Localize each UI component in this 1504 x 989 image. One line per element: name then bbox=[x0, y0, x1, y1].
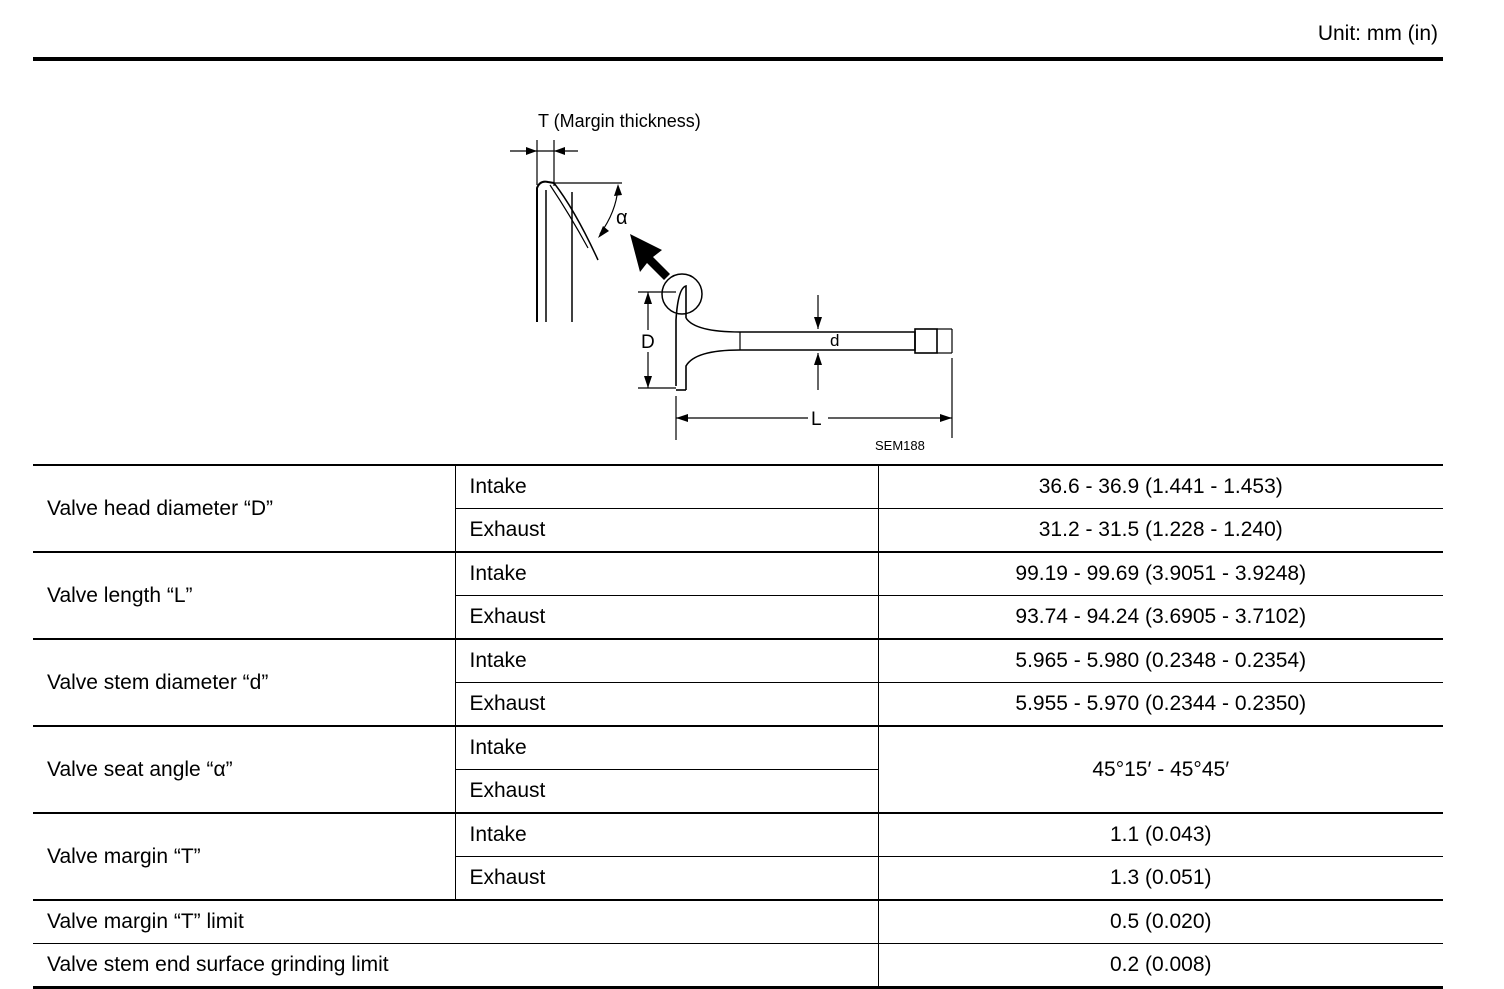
spec-item: Valve stem end surface grinding limit bbox=[33, 944, 878, 988]
spec-value: 5.955 - 5.970 (0.2344 - 0.2350) bbox=[878, 683, 1443, 727]
unit-label: Unit: mm (in) bbox=[1317, 22, 1438, 45]
spec-sub-label: Intake bbox=[455, 465, 878, 509]
table-row bbox=[33, 813, 1443, 857]
spec-sub-label: Intake bbox=[455, 552, 878, 596]
table-row bbox=[33, 944, 1443, 988]
spec-value: 1.3 (0.051) bbox=[878, 857, 1443, 901]
table-row bbox=[33, 900, 1443, 944]
seat-face-line bbox=[554, 183, 598, 260]
spec-value: 99.19 - 99.69 (3.9051 - 3.9248) bbox=[878, 552, 1443, 596]
valve-diagram bbox=[490, 100, 990, 460]
spec-value: 31.2 - 31.5 (1.228 - 1.240) bbox=[878, 509, 1443, 553]
table-row bbox=[33, 465, 1443, 509]
valve-head-fillet bbox=[686, 318, 915, 390]
l-label: L bbox=[811, 409, 822, 430]
valve-spec-table bbox=[33, 464, 1443, 989]
table-row bbox=[33, 726, 1443, 770]
spec-sub-label: Exhaust bbox=[455, 857, 878, 901]
detail-circle bbox=[662, 274, 702, 314]
spec-sub-label: Exhaust bbox=[455, 770, 878, 814]
spec-item: Valve margin “T” limit bbox=[33, 900, 878, 944]
spec-value: 0.5 (0.020) bbox=[878, 900, 1443, 944]
spec-sub-label: Intake bbox=[455, 726, 878, 770]
spec-sub-label: Exhaust bbox=[455, 509, 878, 553]
detail-pointer-arrow bbox=[630, 234, 670, 280]
d-upper-arrow-bottom bbox=[644, 376, 652, 388]
valve-diagram-svg bbox=[490, 100, 990, 460]
spec-item: Valve head diameter “D” bbox=[33, 465, 455, 552]
l-arrow-right bbox=[940, 414, 952, 422]
d-lower-label: d bbox=[830, 331, 840, 350]
spec-sub-label: Intake bbox=[455, 639, 878, 683]
t-arrow-left bbox=[526, 147, 537, 155]
spec-sub-label: Intake bbox=[455, 813, 878, 857]
seat-face-line-2 bbox=[550, 185, 588, 248]
stem-end bbox=[915, 329, 937, 353]
spec-item: Valve seat angle “α” bbox=[33, 726, 455, 813]
spec-item: Valve stem diameter “d” bbox=[33, 639, 455, 726]
alpha-arrow-bottom bbox=[598, 226, 609, 238]
d-lower-arrow-bottom bbox=[814, 353, 822, 365]
t-arrow-right bbox=[554, 147, 565, 155]
table-row bbox=[33, 639, 1443, 683]
d-upper-label: D bbox=[641, 332, 655, 353]
d-upper-arrow-top bbox=[644, 292, 652, 304]
margin-thickness-label: T (Margin thickness) bbox=[538, 111, 701, 131]
alpha-label: α bbox=[616, 207, 628, 229]
spec-value: 5.965 - 5.980 (0.2348 - 0.2354) bbox=[878, 639, 1443, 683]
spec-value: 45°15′ - 45°45′ bbox=[878, 726, 1443, 813]
d-lower-arrow-top bbox=[814, 317, 822, 329]
spec-value: 36.6 - 36.9 (1.441 - 1.453) bbox=[878, 465, 1443, 509]
spec-item: Valve margin “T” bbox=[33, 813, 455, 900]
spec-sub-label: Exhaust bbox=[455, 596, 878, 640]
spec-value: 0.2 (0.008) bbox=[878, 944, 1443, 988]
figure-code: SEM188 bbox=[875, 438, 925, 453]
alpha-arrow-top bbox=[614, 184, 622, 196]
spec-sub-label: Exhaust bbox=[455, 683, 878, 727]
table-row bbox=[33, 552, 1443, 596]
valve-head-left bbox=[676, 286, 686, 386]
top-rule bbox=[33, 57, 1443, 61]
l-arrow-left bbox=[676, 414, 688, 422]
spec-item: Valve length “L” bbox=[33, 552, 455, 639]
spec-value: 93.74 - 94.24 (3.6905 - 3.7102) bbox=[878, 596, 1443, 640]
spec-value: 1.1 (0.043) bbox=[878, 813, 1443, 857]
